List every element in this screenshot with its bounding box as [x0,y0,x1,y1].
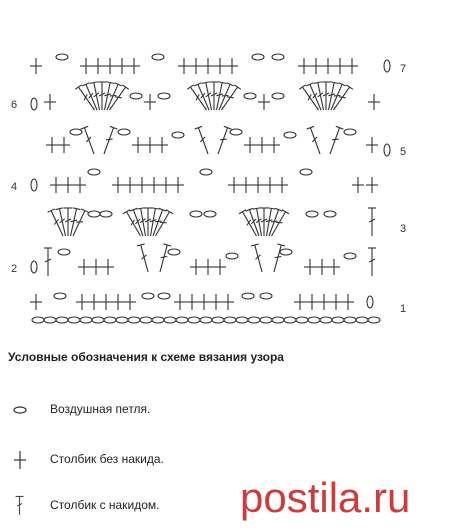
single-crochet-symbol [80,58,92,74]
single-crochet-symbol [276,177,288,193]
single-crochet-symbol [222,294,234,310]
single-crochet-symbol [352,177,364,193]
single-crochet-symbol [160,177,172,193]
chain-stitch-symbol [88,211,100,217]
chain-stitch-symbol [88,169,100,175]
single-crochet-symbol [252,177,264,193]
double-crochet-symbol [239,210,260,238]
chain-stitch-symbol [116,317,128,323]
chain-stitch-symbol [100,211,112,217]
chain-stitch-symbol [252,54,264,60]
single-crochet-symbol [112,177,124,193]
row-number-6: 6 [11,99,18,111]
single-crochet-symbol [368,94,380,110]
chain-stitch-symbol [31,98,37,110]
double-crochet-symbol [270,244,285,273]
row-number-3: 3 [400,223,407,235]
single-crochet-symbol [124,177,136,193]
single-crochet-symbol [30,58,42,74]
row-number-7: 7 [400,63,407,75]
chain-stitch-symbol [384,144,390,156]
chain-stitch-symbol [188,317,200,323]
single-crochet-symbol [62,177,74,193]
single-crochet-symbol [294,294,306,310]
single-crochet-symbol [226,58,238,74]
chain-stitch-symbol [168,249,180,255]
chain-stitch-symbol [344,129,356,135]
double-crochet-t-icon [6,494,30,518]
single-crochet-symbol [318,294,330,310]
legend-title: Условные обозначения к схеме вязания узора [8,350,284,364]
chain-stitch-symbol [54,293,66,299]
double-crochet-symbol [123,210,144,238]
chain-stitch-symbol [152,54,164,60]
single-crochet-symbol [76,294,88,310]
single-crochet-symbol [44,94,56,110]
single-crochet-symbol [102,259,114,275]
watermark-logo-text: postila.ru [240,474,411,521]
single-crochet-symbol [186,294,198,310]
double-crochet-symbol [75,85,98,113]
double-crochet-symbol [100,126,117,155]
single-crochet-symbol [366,177,378,193]
single-crochet-symbol [136,177,148,193]
chain-stitch-symbol [70,129,82,135]
single-crochet-symbol [100,294,112,310]
chain-stitch-symbol [344,317,356,323]
chain-stitch-symbol [140,317,152,323]
chain-stitch-symbol [230,129,242,135]
row-number-1: 1 [400,303,407,315]
double-crochet-symbol [299,85,322,113]
chain-stitch-symbol [280,249,292,255]
chain-stitch-symbol [242,293,254,299]
chain-stitch-symbol [308,317,320,323]
legend-item-single-crochet [0,448,300,472]
chain-stitch-symbol [367,296,373,308]
chain-stitch-symbol [130,93,142,99]
single-crochet-symbol [316,259,328,275]
single-crochet-symbol [244,137,256,153]
chain-stitch-symbol [158,93,170,99]
single-crochet-symbol [190,58,202,74]
single-crochet-symbol [228,177,240,193]
single-crochet-symbol [264,177,276,193]
chain-stitch-symbol [176,317,188,323]
double-crochet-symbol [187,85,210,113]
single-crochet-symbol [30,294,42,310]
chain-stitch-symbol [68,317,80,323]
double-crochet-symbol [368,208,376,236]
single-crochet-symbol [202,259,214,275]
single-crochet-symbol [210,294,222,310]
double-crochet-symbol [81,126,98,155]
single-crochet-symbol [328,259,340,275]
single-crochet-symbol [258,94,270,110]
single-crochet-symbol [128,58,140,74]
double-crochet-symbol [368,248,376,276]
chain-stitch-symbol [306,211,318,217]
single-crochet-symbol [202,58,214,74]
chain-stitch-symbol [384,60,390,72]
chain-stitch-symbol [31,261,37,273]
chain-stitch-symbol [152,317,164,323]
double-crochet-symbol [218,85,241,113]
chain-stitch-symbol [164,317,176,323]
chain-stitch-symbol [224,317,236,323]
single-crochet-symbol [46,137,58,153]
legend-item-chain [0,398,300,422]
chain-stitch-symbol [212,317,224,323]
chain-stitch-symbol [104,317,116,323]
single-crochet-symbol [298,58,310,74]
double-crochet-symbol [48,209,67,238]
legend-label-single-crochet: Столбик без накида. [50,452,164,466]
single-crochet-symbol [92,58,104,74]
single-crochet-cross-icon [6,448,30,472]
chain-stitch-symbol [284,317,296,323]
single-crochet-symbol [112,294,124,310]
chain-stitch-symbol [190,211,202,217]
single-crochet-symbol [366,137,378,153]
single-crochet-symbol [124,294,136,310]
single-crochet-symbol [304,259,316,275]
single-crochet-symbol [172,177,184,193]
double-crochet-symbol [156,244,171,273]
chain-stitch-symbol [200,169,212,175]
single-crochet-symbol [132,137,144,153]
chain-stitch-symbol [80,317,92,323]
single-crochet-symbol [88,294,100,310]
double-crochet-symbol [106,85,129,113]
chain-stitch-symbol [32,317,44,323]
legend-label-double-crochet: Столбик с накидом. [50,498,160,512]
chain-stitch-symbol [344,253,356,259]
chain-stitch-symbol [260,293,272,299]
chain-stitch-symbol [31,179,37,191]
chain-stitch-symbol [324,211,336,217]
double-crochet-symbol [268,210,289,238]
single-crochet-symbol [156,137,168,153]
row-number-4: 4 [11,181,18,193]
chain-stitch-symbol [128,317,140,323]
single-crochet-symbol [256,137,268,153]
double-crochet-symbol [152,210,173,238]
chain-stitch-symbol [320,317,332,323]
row-number-2: 2 [11,263,18,275]
single-crochet-symbol [268,137,280,153]
postila-watermark-logo [240,472,450,522]
single-crochet-symbol [50,177,62,193]
single-crochet-symbol [90,259,102,275]
chain-stitch-symbol [244,93,256,99]
double-crochet-symbol [214,126,231,155]
single-crochet-symbol [144,137,156,153]
chain-stitch-oval-icon [6,398,30,422]
chain-stitch-symbol [300,169,312,175]
chain-stitch-symbol [272,317,284,323]
chain-stitch-symbol [44,317,56,323]
chain-stitch-symbol [368,317,380,323]
chain-stitch-symbol [200,317,212,323]
chain-stitch-symbol [356,317,368,323]
single-crochet-symbol [346,58,358,74]
double-crochet-symbol [251,244,266,273]
single-crochet-symbol [144,94,156,110]
chain-stitch-symbol [58,249,70,255]
single-crochet-symbol [74,177,86,193]
chain-stitch-symbol [248,317,260,323]
chain-stitch-symbol [284,132,296,138]
single-crochet-symbol [334,58,346,74]
single-crochet-symbol [178,58,190,74]
single-crochet-symbol [174,294,186,310]
chain-stitch-symbol [118,129,130,135]
single-crochet-symbol [78,259,90,275]
double-crochet-symbol [44,248,52,276]
chain-stitch-symbol [56,54,68,60]
double-crochet-symbol [330,85,353,113]
single-crochet-symbol [322,58,334,74]
double-crochet-symbol [56,208,70,237]
chain-stitch-symbol [142,293,154,299]
chain-stitch-symbol [332,317,344,323]
chain-stitch-symbol [236,317,248,323]
chain-stitch-symbol [226,253,238,259]
single-crochet-symbol [214,58,226,74]
chain-stitch-symbol [272,93,284,99]
double-crochet-symbol [307,126,324,155]
chain-stitch-symbol [158,293,170,299]
chain-stitch-symbol [56,317,68,323]
double-crochet-symbol [69,209,88,238]
chain-stitch-symbol [272,54,284,60]
single-crochet-symbol [116,58,128,74]
single-crochet-symbol [104,58,116,74]
single-crochet-symbol [148,177,160,193]
single-crochet-symbol [214,259,226,275]
chain-stitch-symbol [172,132,184,138]
legend-label-chain: Воздушная петля. [50,402,151,416]
chain-stitch-symbol [296,317,308,323]
single-crochet-symbol [190,259,202,275]
double-crochet-symbol [195,126,212,155]
single-crochet-symbol [198,294,210,310]
chain-stitch-symbol [260,317,272,323]
row-number-5: 5 [400,146,407,158]
single-crochet-symbol [310,58,322,74]
chain-stitch-symbol [204,211,216,217]
single-crochet-symbol [240,177,252,193]
single-crochet-symbol [342,294,354,310]
double-crochet-symbol [326,126,343,155]
chain-stitch-symbol [92,317,104,323]
single-crochet-symbol [306,294,318,310]
single-crochet-symbol [330,294,342,310]
single-crochet-symbol [58,137,70,153]
double-crochet-symbol [137,244,152,273]
